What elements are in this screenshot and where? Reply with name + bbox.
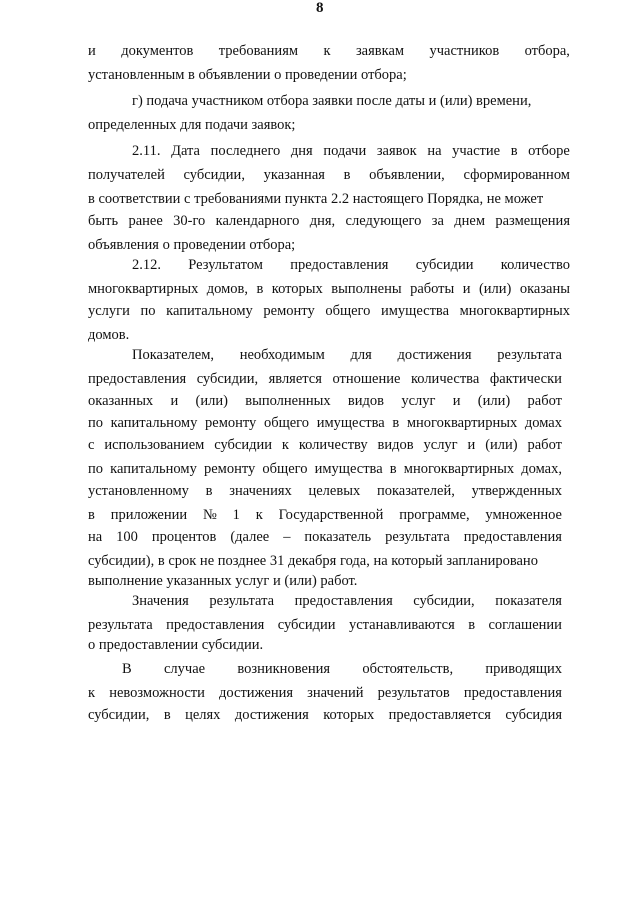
word: целевых <box>308 483 361 499</box>
word: субсидия <box>505 707 562 723</box>
word: оказанных <box>88 393 154 409</box>
word: услуги <box>88 303 130 319</box>
word: оказаны <box>519 281 570 297</box>
text-line <box>88 460 562 478</box>
word: заявкам <box>355 43 405 59</box>
text-line <box>88 166 570 184</box>
word: к <box>255 507 263 523</box>
word: капитальному <box>166 303 253 319</box>
text-line <box>88 42 570 60</box>
word: результата <box>209 593 275 609</box>
word: к <box>88 685 96 701</box>
word: отношение <box>332 371 401 387</box>
word: работ <box>527 437 562 453</box>
text-line: установленным в объявлении о проведении отбора; <box>88 67 407 83</box>
word: 2.11. <box>132 143 161 159</box>
word: календарного <box>215 213 300 229</box>
word: участников <box>429 43 500 59</box>
word: на <box>427 143 442 159</box>
word: для <box>350 347 372 363</box>
word: 30-го <box>173 213 206 229</box>
word: предоставления <box>290 257 389 273</box>
word: ремонту <box>205 415 257 431</box>
word: капитальному <box>110 415 198 431</box>
word: сформированном <box>463 167 570 183</box>
text-line <box>88 706 562 724</box>
text-line <box>88 414 562 432</box>
word: и <box>88 43 96 59</box>
word: приводящих <box>485 661 562 677</box>
word: фактически <box>489 371 562 387</box>
word: и <box>170 393 179 409</box>
word: результата <box>497 347 562 363</box>
word: предоставления <box>463 529 562 545</box>
text-line <box>88 392 562 410</box>
word: Результатом <box>188 257 263 273</box>
word: в <box>389 461 397 477</box>
word: работ <box>527 393 562 409</box>
word: субсидии <box>415 257 474 273</box>
word: за <box>431 213 444 229</box>
word: 1 <box>232 507 240 523</box>
word: к <box>323 43 331 59</box>
word: услуг <box>401 393 436 409</box>
text-line <box>132 256 570 274</box>
word: предоставления <box>88 371 187 387</box>
text-line <box>132 142 570 160</box>
word: имущества <box>381 303 450 319</box>
text-line <box>88 528 562 546</box>
text-line <box>88 684 562 702</box>
word: необходимым <box>239 347 325 363</box>
word: быть <box>88 213 119 229</box>
word: общего <box>263 415 310 431</box>
word: количеству <box>298 437 368 453</box>
word: Дата <box>171 143 200 159</box>
word: в <box>510 143 518 159</box>
word: № <box>202 507 217 523</box>
word: (или) <box>485 437 518 453</box>
text-line: выполнение указанных услуг и (или) работ. <box>88 573 358 589</box>
text-line <box>88 212 570 230</box>
word: предоставления <box>463 685 562 701</box>
word: утвержденных <box>471 483 562 499</box>
word: документов <box>121 43 194 59</box>
word: целях <box>185 707 221 723</box>
word: значений <box>307 685 364 701</box>
word: работы <box>410 281 455 297</box>
word: (или) <box>477 393 511 409</box>
word: показатель <box>304 529 372 545</box>
page-number: 8 <box>316 0 324 16</box>
word: субсидии, <box>183 167 245 183</box>
word: субсидии <box>214 437 272 453</box>
word: 2.12. <box>132 257 161 273</box>
word: предоставления <box>166 617 265 633</box>
word: показателей, <box>376 483 455 499</box>
word: последнего <box>210 143 281 159</box>
word: домах <box>524 415 562 431</box>
word: результатов <box>377 685 450 701</box>
word: в <box>468 617 476 633</box>
word: субсидии, <box>413 593 475 609</box>
word: Значения <box>132 593 189 609</box>
text-line <box>88 506 562 524</box>
word: соглашении <box>488 617 562 633</box>
word: на <box>88 529 103 545</box>
word: приложении <box>110 507 188 523</box>
word: по <box>88 461 104 477</box>
word: значениях <box>229 483 292 499</box>
text-line: о предоставлении субсидии. <box>88 637 264 653</box>
text-line <box>132 346 562 364</box>
word: общего <box>262 461 308 477</box>
word: дня <box>290 143 313 159</box>
word: домов, <box>206 281 249 297</box>
word: имущества <box>316 415 385 431</box>
text-line <box>88 370 562 388</box>
word: которых <box>323 707 375 723</box>
word: видов <box>377 437 414 453</box>
word: В <box>122 661 132 677</box>
word: объявлении, <box>369 167 445 183</box>
word: в <box>392 415 400 431</box>
word: обстоятельств, <box>362 661 454 677</box>
word: (или) <box>478 281 512 297</box>
word: видов <box>347 393 385 409</box>
word: установленному <box>88 483 189 499</box>
word: ремонту <box>263 303 315 319</box>
word: днем <box>454 213 486 229</box>
word: (или) <box>195 393 228 409</box>
word: в <box>343 167 351 183</box>
word: невозможности <box>109 685 205 701</box>
word: возникновения <box>237 661 331 677</box>
word: в <box>163 707 171 723</box>
word: показателя <box>495 593 562 609</box>
word: по <box>88 415 104 431</box>
word: требованиям <box>218 43 299 59</box>
text-line: определенных для подачи заявок; <box>88 117 296 133</box>
word: умноженное <box>485 507 562 523</box>
word: (далее <box>230 529 270 545</box>
text-line: в соответствии с требованиями пункта 2.2 настоящего Порядка, не может <box>88 191 544 207</box>
text-line: объявления о проведении отбора; <box>88 237 296 253</box>
word: случае <box>163 661 206 677</box>
word: следующего <box>345 213 422 229</box>
word: в <box>88 507 95 523</box>
word: субсидии, <box>88 707 150 723</box>
word: многоквартирных <box>406 415 518 431</box>
word: размещения <box>495 213 570 229</box>
word: ремонту <box>203 461 256 477</box>
word: отборе <box>528 143 570 159</box>
word: к <box>281 437 289 453</box>
word: и <box>467 437 476 453</box>
word: процентов <box>151 529 217 545</box>
word: выполнены <box>331 281 402 297</box>
word: ранее <box>128 213 163 229</box>
word: участие <box>452 143 501 159</box>
word: многоквартирных <box>88 281 199 297</box>
text-line <box>122 660 562 678</box>
text-line <box>88 436 562 454</box>
word: выполненных <box>245 393 331 409</box>
word: получателей <box>88 167 165 183</box>
word: предоставляется <box>388 707 491 723</box>
word: количество <box>500 257 570 273</box>
word: и <box>462 281 471 297</box>
word: достижения <box>219 685 294 701</box>
word: многоквартирных <box>403 461 515 477</box>
word: по <box>140 303 156 319</box>
word: является <box>268 371 322 387</box>
text-line: домов. <box>88 327 130 343</box>
word: домах, <box>521 461 562 477</box>
word: отбора, <box>524 43 570 59</box>
word: устанавливаются <box>348 617 455 633</box>
word: достижения <box>234 707 309 723</box>
word: капитальному <box>110 461 197 477</box>
word: с <box>88 437 95 453</box>
word: подачи <box>323 143 367 159</box>
word: услуг <box>423 437 458 453</box>
word: результата <box>385 529 450 545</box>
word: результата <box>88 617 153 633</box>
word: и <box>452 393 461 409</box>
word: предоставления <box>294 593 393 609</box>
word: программе, <box>399 507 470 523</box>
text-line <box>88 616 562 634</box>
word: – <box>283 529 291 545</box>
text-line <box>88 482 562 500</box>
word: в <box>256 281 264 297</box>
text-line: г) подача участником отбора заявки после даты и (или) времени, <box>132 93 532 109</box>
text-line <box>88 302 570 320</box>
word: использованием <box>104 437 205 453</box>
word: Государственной <box>278 507 384 523</box>
word: в <box>205 483 213 499</box>
word: 100 <box>116 529 138 545</box>
word: субсидии <box>277 617 336 633</box>
word: указанная <box>263 167 325 183</box>
word: которых <box>271 281 323 297</box>
text-line: субсидии), в срок не позднее 31 декабря года, на который запланировано <box>88 553 538 569</box>
word: многоквартирных <box>459 303 570 319</box>
word: Показателем, <box>132 347 215 363</box>
word: субсидии, <box>196 371 259 387</box>
word: дня, <box>309 213 336 229</box>
word: достижения <box>397 347 472 363</box>
word: имущества <box>314 461 383 477</box>
word: заявок <box>376 143 417 159</box>
word: количества <box>410 371 480 387</box>
text-line <box>88 280 570 298</box>
text-line <box>132 592 562 610</box>
word: общего <box>325 303 371 319</box>
